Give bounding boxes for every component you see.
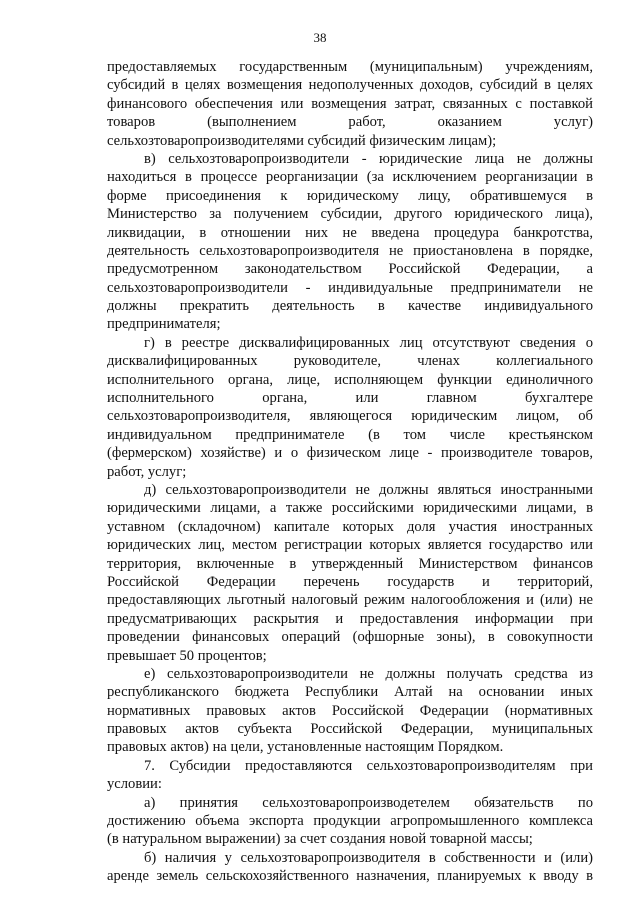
text-line: е) сельхозтоваропроизводители не должны получать средства из bbox=[144, 665, 593, 682]
text-line: работ, услуг; bbox=[107, 463, 187, 480]
text-line: предусмотренном законодательством Российской Федерации, а bbox=[107, 261, 593, 278]
text-line: достижению объема экспорта продукции агропромышленного комплекса bbox=[107, 813, 593, 830]
text-line: юридическими лицами, а также российскими юридическими лицами, в bbox=[107, 500, 593, 517]
text-line: нормативных правовых актов Российской Федерации (нормативных bbox=[107, 702, 593, 719]
text-line: предпринимателя; bbox=[107, 316, 221, 333]
text-line: должны прекратить деятельность в качестве индивидуального bbox=[107, 298, 593, 315]
text-line: предусматривающих раскрытия и предоставления информации при bbox=[107, 610, 593, 627]
text-line: аренде земель сельскохозяйственного назначения, планируемых к вводу в bbox=[107, 868, 593, 885]
text-line: г) в реестре дисквалифицированных лиц отсутствуют сведения о bbox=[144, 334, 593, 351]
text-line: товаров (выполнением работ, оказанием услуг) bbox=[107, 114, 593, 131]
text-line: сельхозтоваропроизводителями субсидий физическим лицам); bbox=[107, 132, 497, 149]
text-line: предоставляемых государственным (муниципальным) учреждениям, bbox=[107, 59, 593, 75]
text-line: а) принятия сельхозтоваропроизводетелем обязательств по bbox=[144, 794, 593, 811]
text-line: правовых актов) на цели, установленные настоящим Порядком. bbox=[107, 739, 504, 756]
text-line: дисквалифицированных руководителе, членах коллегиального bbox=[107, 353, 593, 370]
text-line: Российской Федерации перечень государств и территорий, bbox=[107, 573, 593, 590]
text-line: 7. Субсидии предоставляются сельхозтоваропроизводителям при bbox=[144, 757, 593, 774]
text-line: в) сельхозтоваропроизводители - юридические лица не должны bbox=[144, 150, 593, 167]
text-line: ликвидации, в отношении них не введена процедура банкротства, bbox=[107, 224, 593, 241]
text-line: юридических лиц, местом регистрации которых является государство или bbox=[107, 537, 593, 554]
text-line: д) сельхозтоваропроизводители не должны являться иностранными bbox=[144, 481, 593, 498]
text-line: территория, включенные в утвержденный Министерством финансов bbox=[107, 555, 593, 572]
text-line: условии: bbox=[107, 776, 162, 793]
text-line: индивидуальном предпринимателе (в том числе крестьянском bbox=[107, 426, 593, 443]
text-line: сельхозтоваропроизводители - индивидуальные предприниматели не bbox=[107, 279, 593, 296]
text-line: предоставляющих льготный налоговый режим налогообложения и (или) не bbox=[107, 592, 593, 609]
text-line: правовых актов субъекта Российской Федерации, муниципальных bbox=[107, 721, 593, 738]
text-line: (фермерском) хозяйстве) и о физическом лице - производителе товаров, bbox=[107, 445, 593, 462]
text-line: проведении финансовых операций (офшорные зоны), в совокупности bbox=[107, 629, 593, 646]
text-line: финансового обеспечения или возмещения затрат, связанных с поставкой bbox=[107, 95, 593, 112]
text-line: республиканского бюджета Республики Алтай на основании иных bbox=[107, 684, 593, 701]
document-body bbox=[107, 58, 593, 886]
text-line: Министерство за получением субсидии, другого юридического лица), bbox=[107, 206, 593, 223]
text-line: деятельность сельхозтоваропроизводителя не приостановлена в порядке, bbox=[107, 242, 593, 259]
text-line: (в натуральном выражении) за счет создания новой товарной массы; bbox=[107, 831, 533, 848]
text-line: исполнительного органа, или главном бухгалтере bbox=[107, 390, 593, 407]
text-line: сельхозтоваропроизводителя, являющегося юридическим лицом, об bbox=[107, 408, 593, 425]
text-line: исполнительного органа, лице, исполняющем функции единоличного bbox=[107, 371, 593, 388]
text-line: уставном (складочном) капитале которых доля участия иностранных bbox=[107, 518, 593, 535]
text-line: превышает 50 процентов; bbox=[107, 647, 267, 664]
text-line: субсидий в целях возмещения недополученных доходов, субсидий в целях bbox=[107, 77, 593, 94]
text-line: форме присоединения к юридическому лицу, обратившемуся в bbox=[107, 187, 593, 204]
text-line: находиться в процессе реорганизации (за исключением реорганизации в bbox=[107, 169, 593, 186]
text-line: б) наличия у сельхозтоваропроизводителя в собственности и (или) bbox=[144, 849, 593, 866]
page-number: 38 bbox=[313, 30, 327, 45]
